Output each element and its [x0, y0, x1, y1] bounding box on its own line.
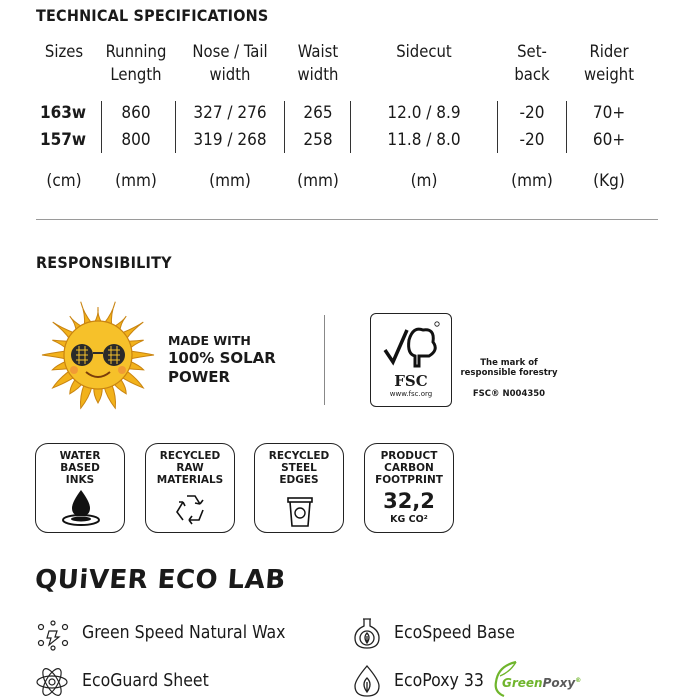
rider-weight-cell: 70+	[592, 103, 626, 123]
unit-cell: (m)	[410, 171, 438, 191]
unit-cell: (cm)	[46, 171, 82, 191]
section-divider	[36, 219, 658, 220]
greenpoxy-part1: Green	[502, 676, 543, 690]
column-separator	[566, 101, 567, 153]
eco-item-label: EcoPoxy 33	[394, 671, 484, 691]
recycle-bin-icon	[285, 494, 315, 528]
rider-weight-cell: 60+	[592, 130, 626, 150]
unit-cell: (mm)	[115, 171, 157, 191]
fsc-mark-text: The mark of responsible forestry	[460, 358, 558, 378]
header-nose-tail-width: Nose / Tail width	[192, 42, 268, 84]
water-drop-icon	[60, 488, 102, 528]
eco-item-label: EcoGuard Sheet	[82, 671, 209, 691]
unit-cell: (mm)	[297, 171, 339, 191]
running-length-cell: 860	[121, 103, 151, 123]
size-cell: 157w	[40, 130, 87, 150]
solar-line-1: MADE WITH	[168, 333, 251, 348]
greenpoxy-mark: ®	[575, 677, 582, 684]
running-length-cell: 800	[121, 130, 151, 150]
recycle-icon	[173, 492, 209, 526]
drop-leaf-icon	[353, 664, 381, 698]
column-separator	[284, 101, 285, 153]
sidecut-cell: 11.8 / 8.0	[387, 130, 461, 150]
badge-recycled-steel-edges: RECYCLED STEEL EDGES	[254, 443, 344, 533]
carbon-unit: KG CO²	[390, 514, 428, 525]
column-separator	[175, 101, 176, 153]
header-setback: Set- back	[514, 42, 550, 84]
solar-line-3: POWER	[168, 368, 231, 386]
sidecut-cell: 12.0 / 8.9	[387, 103, 461, 123]
sun-ray	[42, 351, 66, 359]
unit-cell: (Kg)	[593, 171, 625, 191]
badge-recycled-raw-materials: RECYCLED RAW MATERIALS	[145, 443, 235, 533]
size-cell: 163w	[40, 103, 87, 123]
column-separator	[101, 101, 102, 153]
fsc-logo	[370, 313, 452, 407]
atom-icon	[35, 666, 69, 698]
vertical-divider	[324, 315, 325, 405]
header-waist-width: Waist width	[297, 42, 339, 84]
header-running-length: Running Length	[105, 42, 167, 84]
unit-cell: (mm)	[209, 171, 251, 191]
badge-product-carbon-footprint: PRODUCT CARBON FOOTPRINT 32,2 KG CO²	[364, 443, 454, 533]
greenpoxy-logo	[490, 660, 582, 698]
fsc-tree-check-icon	[379, 320, 443, 372]
fsc-code: FSC® N004350	[472, 389, 546, 399]
header-sidecut: Sidecut	[396, 42, 452, 61]
carbon-value: 32,2	[383, 489, 435, 513]
badge-water-based-inks: WATER BASED INKS	[35, 443, 125, 533]
fsc-logo-text: FSC	[394, 372, 428, 390]
fsc-url: www.fsc.org	[389, 390, 433, 398]
specs-title: TECHNICAL SPECIFICATIONS	[36, 6, 269, 25]
eco-item-label: Green Speed Natural Wax	[82, 623, 286, 643]
unit-cell: (mm)	[511, 171, 553, 191]
waist-cell: 265	[303, 103, 333, 123]
responsibility-title: RESPONSIBILITY	[36, 253, 172, 272]
waist-cell: 258	[303, 130, 333, 150]
greenpoxy-part2: Poxy	[542, 676, 576, 690]
column-separator	[350, 101, 351, 153]
flask-leaf-icon	[352, 617, 382, 651]
sun-mascot-icon	[36, 298, 160, 412]
setback-cell: -20	[519, 103, 545, 123]
header-rider-weight: Rider weight	[583, 42, 635, 84]
nose-tail-cell: 319 / 268	[193, 130, 267, 150]
solar-line-2: 100% SOLAR	[168, 349, 276, 367]
nose-tail-cell: 327 / 276	[193, 103, 267, 123]
header-sizes: Sizes	[44, 42, 84, 61]
wax-sparkle-icon	[35, 619, 71, 651]
column-separator	[497, 101, 498, 153]
setback-cell: -20	[519, 130, 545, 150]
eco-item-label: EcoSpeed Base	[394, 623, 515, 643]
sun-ray	[130, 351, 154, 359]
eco-lab-title: QUiVER ECO LAB	[33, 565, 287, 595]
